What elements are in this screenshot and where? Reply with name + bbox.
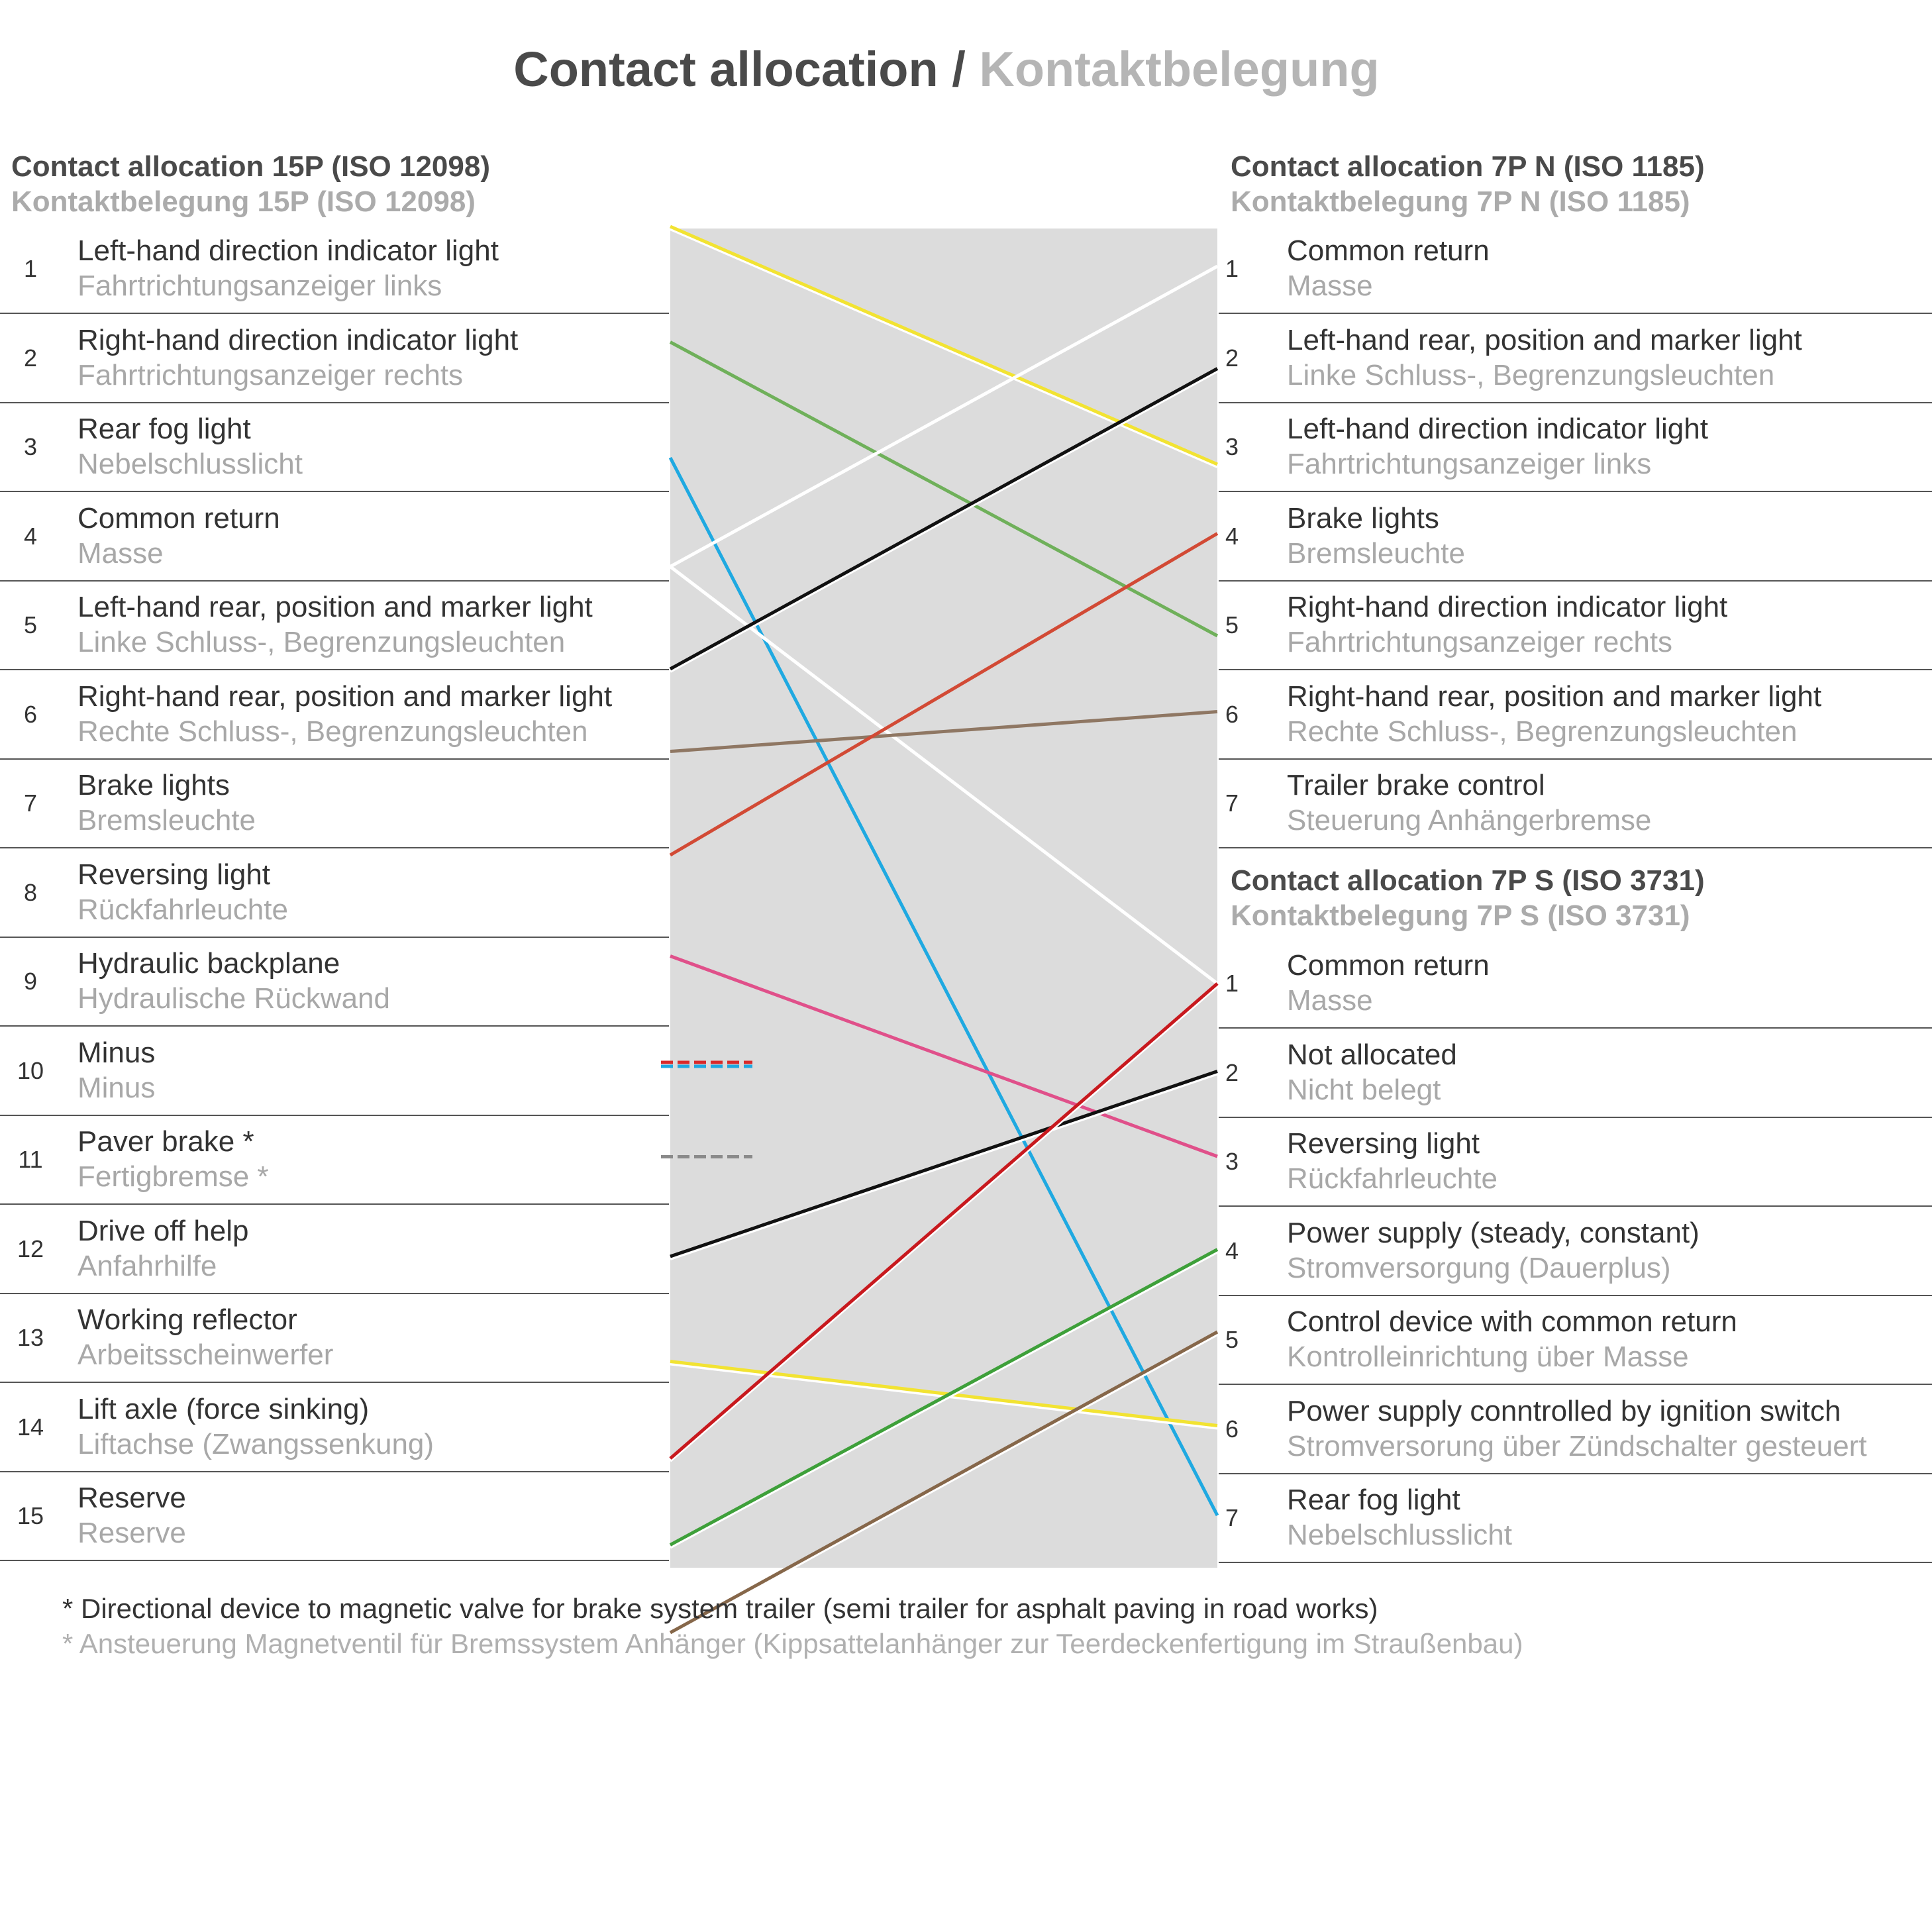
left-15p-label-de: Nebelschlusslicht	[77, 448, 303, 480]
right-7pn-label-en: Right-hand direction indicator light	[1287, 591, 1728, 623]
left-header-en: Contact allocation 15P (ISO 12098)	[11, 150, 490, 183]
left-15p-label-en: Rear fog light	[77, 413, 251, 445]
right-7ps-label-en: Not allocated	[1287, 1038, 1457, 1071]
left-15p-label-en: Right-hand rear, position and marker light	[77, 680, 613, 713]
left-15p-label-en: Lift axle (force sinking)	[77, 1392, 370, 1425]
right-7pn-label-en: Left-hand direction indicator light	[1287, 413, 1708, 445]
right-header-7ps-en: Contact allocation 7P S (ISO 3731)	[1231, 864, 1705, 897]
right-7pn-pin-number: 3	[1225, 433, 1239, 460]
left-15p-label-de: Rechte Schluss-, Begrenzungsleuchten	[77, 715, 588, 748]
right-7pn-pin-number: 1	[1225, 255, 1239, 282]
right-7ps-pin-number: 1	[1225, 970, 1239, 997]
right-7pn-label-de: Steuerung Anhängerbremse	[1287, 804, 1652, 837]
left-15p-pin-number: 14	[17, 1413, 44, 1441]
left-15p-pin-number: 10	[17, 1056, 44, 1084]
right-7ps-label-en: Power supply conntrolled by ignition switch	[1287, 1394, 1841, 1427]
left-15p-label-de: Rückfahrleuchte	[77, 893, 288, 926]
right-7pn-pin-number: 6	[1225, 700, 1239, 728]
left-15p-label-de: Hydraulische Rückwand	[77, 982, 390, 1015]
title-en: Contact allocation	[513, 42, 939, 97]
right-7ps-label-de: Stromversorung über Zündschalter gesteuert	[1287, 1429, 1867, 1462]
left-15p-pin-number: 12	[17, 1235, 44, 1262]
right-7ps-label-en: Control device with common return	[1287, 1305, 1737, 1338]
left-15p-pin-number: 9	[23, 968, 38, 995]
title-de: Kontaktbelegung	[979, 42, 1380, 97]
right-7pn-label-en: Common return	[1287, 234, 1490, 267]
left-15p-label-en: Right-hand direction indicator light	[77, 323, 519, 356]
right-7ps-label-en: Rear fog light	[1287, 1484, 1460, 1516]
right-7ps-label-en: Power supply (steady, constant)	[1287, 1216, 1700, 1249]
left-15p-label-en: Left-hand rear, position and marker light	[77, 591, 593, 623]
left-15p-pin-number: 11	[18, 1146, 43, 1173]
right-7ps-pin-number: 6	[1225, 1415, 1239, 1443]
right-7pn-pin-number: 7	[1225, 789, 1239, 817]
right-7pn-label-en: Trailer brake control	[1287, 769, 1545, 801]
right-7pn-label-de: Rechte Schluss-, Begrenzungsleuchten	[1287, 715, 1798, 748]
right-7ps-label-en: Reversing light	[1287, 1127, 1480, 1160]
right-7pn-label-en: Left-hand rear, position and marker light	[1287, 323, 1802, 356]
left-15p-label-de: Minus	[77, 1071, 156, 1104]
footnote-en: * Directional device to magnetic valve for brake system trailer (semi trailer for asphalt paving in road works)	[62, 1593, 1378, 1624]
left-15p-label-de: Arbeitsscheinwerfer	[77, 1339, 334, 1371]
left-15p-pin-number: 1	[23, 255, 38, 282]
right-7ps-pin-number: 2	[1225, 1058, 1239, 1086]
right-header-7pn-en: Contact allocation 7P N (ISO 1185)	[1231, 150, 1705, 183]
right-header-7ps-de: Kontaktbelegung 7P S (ISO 3731)	[1231, 899, 1690, 932]
left-15p-pin-number: 4	[23, 522, 38, 550]
left-15p-label-en: Paver brake *	[77, 1125, 254, 1158]
footnote-de: * Ansteuerung Magnetventil für Bremssystem Anhänger (Kippsattelanhänger zur Teerdeckenfertigung im Straußenbau)	[62, 1628, 1523, 1659]
right-7ps-label-en: Common return	[1287, 949, 1490, 982]
right-7pn-pin-number: 2	[1225, 344, 1239, 372]
left-15p-label-en: Left-hand direction indicator light	[77, 234, 499, 267]
right-7ps-pin-number: 5	[1225, 1326, 1239, 1353]
left-15p-pin-number: 6	[23, 700, 38, 728]
left-15p-label-en: Working reflector	[77, 1303, 297, 1336]
left-15p-label-de: Liftachse (Zwangssenkung)	[77, 1427, 434, 1460]
left-15p-label-en: Reserve	[77, 1482, 186, 1514]
right-7pn-label-en: Brake lights	[1287, 501, 1439, 534]
right-7ps-pin-number: 7	[1225, 1504, 1239, 1531]
left-15p-pin-number: 15	[17, 1502, 44, 1529]
right-7pn-label-de: Masse	[1287, 270, 1373, 302]
left-15p-label-de: Fahrtrichtungsanzeiger links	[77, 270, 442, 302]
left-15p-pin-number: 5	[23, 611, 38, 638]
right-7ps-label-de: Rückfahrleuchte	[1287, 1162, 1498, 1195]
left-15p-label-en: Hydraulic backplane	[77, 947, 340, 980]
left-15p-label-en: Brake lights	[77, 769, 230, 801]
left-15p-pin-number: 3	[23, 433, 38, 460]
left-15p-label-en: Common return	[77, 501, 280, 534]
right-7ps-label-de: Nebelschlusslicht	[1287, 1519, 1512, 1551]
left-15p-label-de: Masse	[77, 536, 164, 570]
left-15p-label-en: Reversing light	[77, 858, 271, 891]
left-15p-label-de: Reserve	[77, 1517, 186, 1549]
right-7ps-label-de: Nicht belegt	[1287, 1073, 1441, 1106]
right-7ps-pin-number: 4	[1225, 1237, 1239, 1264]
right-7ps-pin-number: 3	[1225, 1148, 1239, 1175]
right-7pn-pin-number: 5	[1225, 611, 1239, 638]
left-15p-pin-number: 8	[23, 878, 38, 906]
left-15p-label-en: Minus	[77, 1036, 156, 1069]
left-15p-pin-number: 7	[23, 789, 38, 817]
right-7pn-label-en: Right-hand rear, position and marker light	[1287, 680, 1822, 713]
left-15p-label-de: Fahrtrichtungsanzeiger rechts	[77, 358, 464, 391]
left-header-de: Kontaktbelegung 15P (ISO 12098)	[11, 185, 476, 218]
right-7ps-label-de: Stromversorgung (Dauerplus)	[1287, 1251, 1671, 1284]
right-7pn-label-de: Fahrtrichtungsanzeiger rechts	[1287, 626, 1673, 658]
right-7pn-label-de: Linke Schluss-, Begrenzungsleuchten	[1287, 358, 1775, 391]
left-15p-label-en: Drive off help	[77, 1214, 249, 1247]
right-7ps-label-de: Masse	[1287, 984, 1373, 1017]
right-header-7pn-de: Kontaktbelegung 7P N (ISO 1185)	[1231, 185, 1690, 218]
left-15p-label-de: Anfahrhilfe	[77, 1249, 217, 1282]
left-15p-pin-number: 13	[17, 1324, 44, 1351]
right-7pn-pin-number: 4	[1225, 522, 1239, 550]
left-15p-label-de: Bremsleuchte	[77, 804, 256, 837]
left-15p-label-de: Linke Schluss-, Begrenzungsleuchten	[77, 626, 566, 658]
title-separator: /	[938, 42, 980, 97]
right-7ps-label-de: Kontrolleinrichtung über Masse	[1287, 1341, 1689, 1373]
left-15p-pin-number: 2	[23, 344, 38, 372]
right-7pn-label-de: Bremsleuchte	[1287, 536, 1466, 570]
right-7pn-label-de: Fahrtrichtungsanzeiger links	[1287, 448, 1652, 480]
left-15p-label-de: Fertigbremse *	[77, 1160, 269, 1193]
